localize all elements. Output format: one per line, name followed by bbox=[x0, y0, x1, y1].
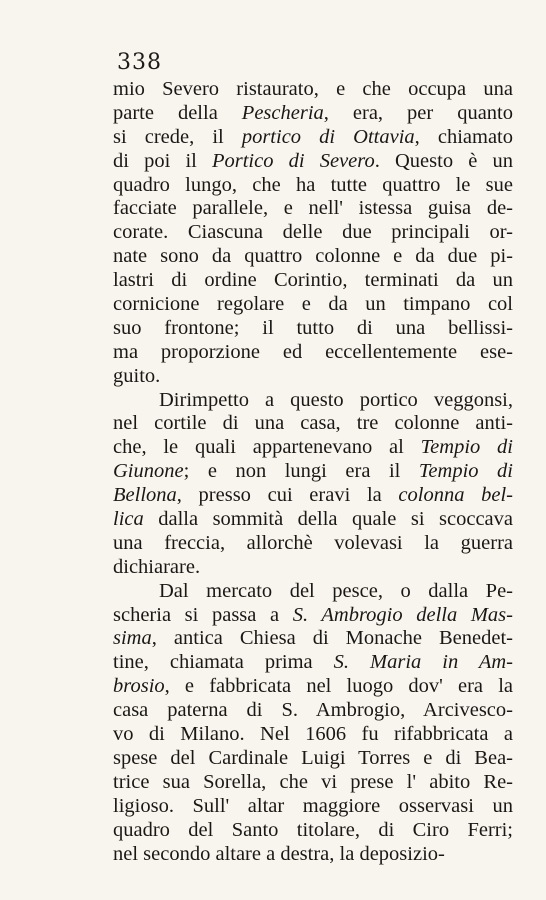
text-line bbox=[113, 580, 513, 604]
italic-text: portico di Ottavia bbox=[241, 125, 415, 148]
italic-text: Giunone bbox=[113, 460, 184, 483]
text-line bbox=[113, 795, 513, 819]
text-line bbox=[113, 436, 513, 460]
text-line bbox=[113, 675, 513, 699]
italic-text: Tempio di bbox=[420, 436, 513, 459]
text-line bbox=[113, 532, 513, 556]
text-run: , presso cui eravi la bbox=[176, 484, 399, 507]
text-line bbox=[113, 221, 513, 245]
text-run: , era, per quanto bbox=[323, 101, 513, 124]
text-run: nel secondo altare a destra, la deposizio- bbox=[113, 842, 445, 865]
text-line bbox=[113, 102, 513, 126]
page-number: 338 bbox=[117, 50, 162, 75]
text-run: lastri di ordine Corintio, terminati da un bbox=[113, 269, 513, 292]
text-run: quadro lungo, che ha tutte quattro le sue bbox=[113, 173, 513, 196]
text-line bbox=[113, 269, 513, 293]
italic-text: S. Maria in Am- bbox=[333, 651, 513, 674]
text-line bbox=[113, 150, 513, 174]
text-run: corate. Ciascuna delle due principali or- bbox=[113, 221, 513, 244]
italic-text: Tempio di bbox=[418, 460, 513, 483]
text-run: trice sua Sorella, che vi prese l' abito Re- bbox=[113, 770, 513, 793]
text-run: ligioso. Sull' altar maggiore osservasi un bbox=[113, 794, 513, 817]
text-line bbox=[113, 723, 513, 747]
text-run: , chiamato bbox=[414, 125, 513, 148]
text-run: mio Severo ristaurato, e che occupa una bbox=[113, 78, 513, 100]
text-run: , e fabbricata nel luogo dov' era la bbox=[164, 675, 513, 698]
text-line bbox=[113, 843, 513, 867]
text-run: una freccia, allorchè volevasi la guerra bbox=[113, 531, 513, 554]
italic-text: Pescheria bbox=[241, 101, 324, 124]
text-line bbox=[113, 389, 513, 413]
text-line bbox=[113, 651, 513, 675]
text-line bbox=[113, 460, 513, 484]
italic-text: lica bbox=[113, 508, 144, 531]
italic-text: Portico di Severo bbox=[211, 149, 375, 172]
paragraph bbox=[113, 78, 513, 389]
text-line bbox=[113, 604, 513, 628]
text-run: , antica Chiesa di Monache Benedet- bbox=[151, 627, 513, 650]
text-line bbox=[113, 484, 513, 508]
text-line bbox=[113, 174, 513, 198]
italic-text: brosio bbox=[113, 675, 165, 698]
text-run: ; e non lungi era il bbox=[183, 460, 419, 483]
text-run: quadro del Santo titolare, di Ciro Ferri; bbox=[113, 818, 513, 841]
italic-text: Bellona bbox=[113, 484, 177, 507]
text-run: nate sono da quattro colonne e da due pi- bbox=[113, 245, 513, 268]
text-line bbox=[113, 197, 513, 221]
text-line bbox=[113, 771, 513, 795]
text-run: guito. bbox=[113, 364, 161, 387]
text-run: suo frontone; il tutto di una bellissi- bbox=[113, 316, 513, 339]
italic-text: sima bbox=[113, 627, 152, 650]
text-run: ma proporzione ed eccellentemente ese- bbox=[113, 340, 513, 363]
text-run: . Questo è un bbox=[374, 149, 513, 172]
text-run: spese del Cardinale Luigi Torres e di Bea- bbox=[113, 746, 513, 769]
text-line bbox=[113, 819, 513, 843]
text-line bbox=[113, 556, 513, 580]
text-line bbox=[113, 508, 513, 532]
text-run: si crede, il bbox=[113, 125, 242, 148]
text-run: facciate parallele, e nell' istessa guisa de- bbox=[113, 197, 513, 220]
paragraph bbox=[113, 389, 513, 580]
text-line bbox=[113, 747, 513, 771]
text-line bbox=[113, 78, 513, 102]
text-run: dalla sommità della quale si scoccava bbox=[143, 508, 513, 531]
text-run: cornicione regolare e da un timpano col bbox=[113, 293, 513, 316]
text-line bbox=[113, 412, 513, 436]
text-run: scheria si passa a bbox=[113, 603, 293, 626]
text-run: che, le quali appartenevano al bbox=[113, 436, 421, 459]
paragraph bbox=[113, 580, 513, 867]
text-run: di poi il bbox=[113, 149, 212, 172]
text-line bbox=[113, 365, 513, 389]
text-line bbox=[113, 245, 513, 269]
text-line bbox=[113, 317, 513, 341]
text-line bbox=[113, 293, 513, 317]
text-run: parte della bbox=[113, 101, 242, 124]
text-run: nel cortile di una casa, tre colonne anti- bbox=[113, 412, 513, 435]
italic-text: S. Ambrogio della Mas- bbox=[292, 603, 513, 626]
text-line bbox=[113, 699, 513, 723]
text-run: Dal mercato del pesce, o dalla Pe- bbox=[159, 579, 513, 602]
text-run: vo di Milano. Nel 1606 fu rifabbricata a bbox=[113, 723, 513, 746]
text-run: casa paterna di S. Ambrogio, Arcivesco- bbox=[113, 699, 513, 722]
text-line bbox=[113, 126, 513, 150]
text-run: tine, chiamata prima bbox=[113, 651, 334, 674]
text-run: Dirimpetto a questo portico veggonsi, bbox=[159, 388, 513, 411]
text-line bbox=[113, 341, 513, 365]
italic-text: colonna bel- bbox=[398, 484, 513, 507]
text-run: dichiarare. bbox=[113, 555, 201, 578]
body-text bbox=[113, 78, 513, 866]
text-line bbox=[113, 627, 513, 651]
